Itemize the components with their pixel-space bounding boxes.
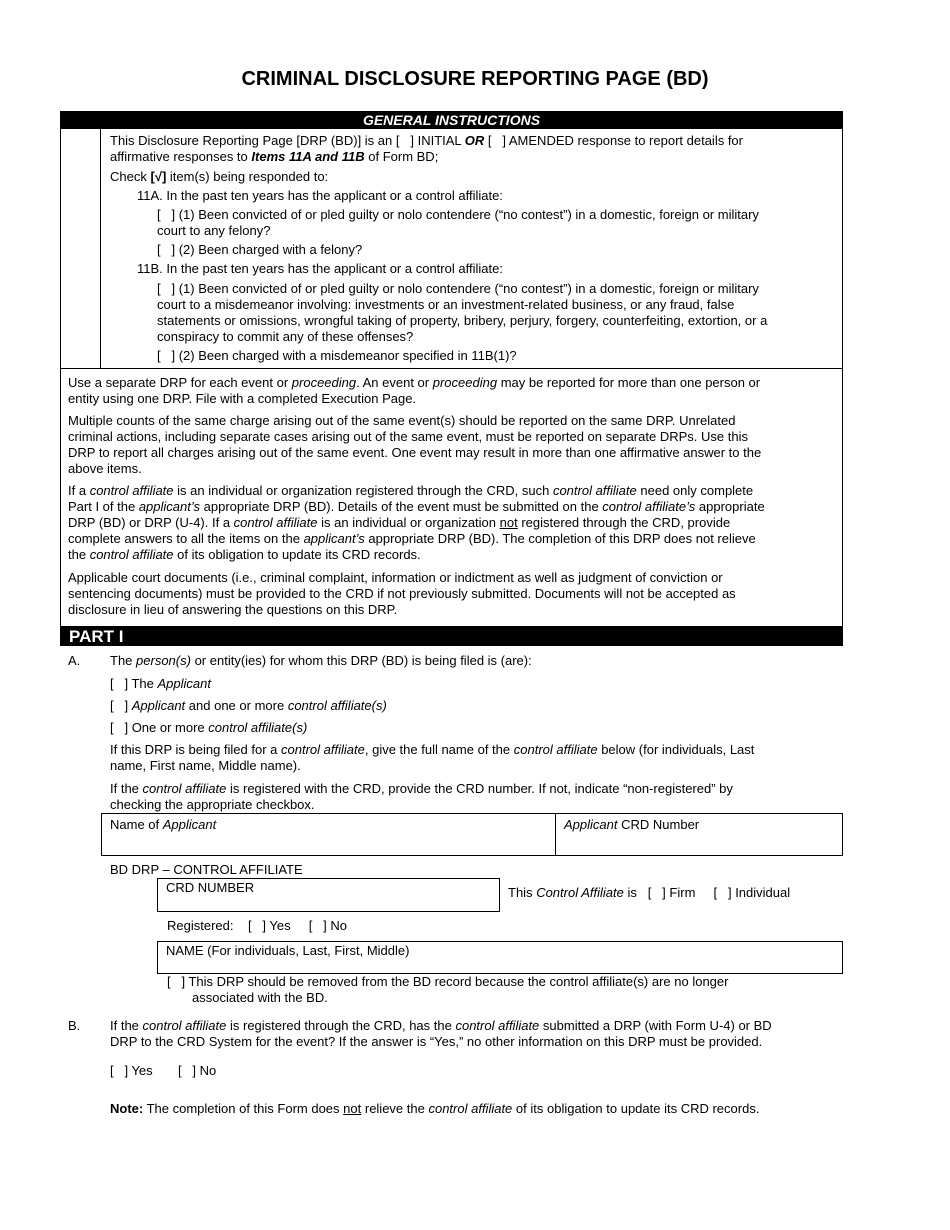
- item-11b-2: [ ] (2) Been charged with a misdemeanor specified in 11B(1)?: [157, 348, 517, 363]
- item-11a-heading: 11A. In the past ten years has the applicant or a control affiliate:: [137, 188, 503, 203]
- instruction-paragraph: Applicable court documents (i.e., criminal complaint, information or indictment as well as judgment of conviction or sentencing documents) must be provided to the CRD if not previously submitted. Documents will not be accepted as disclosure in lieu of answering the questions on this DRP.: [68, 570, 736, 617]
- instruction-paragraph: Multiple counts of the same charge arising out of the same event(s) should be reported on the same DRP. Unrelated criminal actions, including separate cases arising out of the same event, must be reported on separate DRPs. Use this DRP to report all charges arising out of the same event. One event may result in more than one affirmative answer to the above items.: [68, 413, 762, 476]
- check-instruction: Check [√] item(s) being responded to:: [110, 169, 329, 184]
- applicant-checkbox[interactable]: [ ]: [110, 676, 129, 691]
- individual-checkbox[interactable]: [ ]: [699, 885, 732, 900]
- section-a-question: The person(s) or entity(ies) for whom this DRP (BD) is being filed is (are):: [110, 653, 532, 668]
- remove-checkbox[interactable]: [ ]: [167, 974, 186, 989]
- amended-checkbox[interactable]: [ ]: [487, 133, 506, 148]
- item-11a-2: [ ] (2) Been charged with a felony?: [157, 242, 363, 257]
- applicant-name-field[interactable]: Name of Applicant: [101, 813, 556, 856]
- affiliate-name-field[interactable]: NAME (For individuals, Last, First, Middle): [157, 941, 843, 974]
- item-11a-1-checkbox[interactable]: [ ]: [157, 207, 176, 222]
- divider: [100, 129, 101, 368]
- item-11a-2-checkbox[interactable]: [ ]: [157, 242, 176, 257]
- firm-checkbox[interactable]: [ ]: [640, 885, 666, 900]
- item-11b-2-checkbox[interactable]: [ ]: [157, 348, 176, 363]
- crd-number-field[interactable]: CRD NUMBER: [157, 878, 500, 912]
- option-applicant[interactable]: [ ] The Applicant: [110, 676, 211, 691]
- bd-drp-control-affiliate-label: BD DRP – CONTROL AFFILIATE: [110, 862, 303, 877]
- option-applicant-and-affiliates[interactable]: [ ] Applicant and one or more control affiliate(s): [110, 698, 387, 713]
- registered-no-checkbox[interactable]: [ ]: [294, 918, 327, 933]
- section-b-label: B.: [68, 1018, 81, 1033]
- note: Note: The completion of this Form does not relieve the control affiliate of its obligation to update its CRD records.: [110, 1101, 760, 1116]
- divider: [60, 368, 843, 369]
- remove-from-record-option: [ ] This DRP should be removed from the BD record because the control affiliate(s) are no longer associated with the BD.: [167, 974, 729, 1005]
- filed-for-instruction: If this DRP is being filed for a control affiliate, give the full name of the control affiliate below (for individuals, Last name, First name, Middle name).: [110, 742, 755, 773]
- item-11b-1-checkbox[interactable]: [ ]: [157, 281, 176, 296]
- affiliates-checkbox[interactable]: [ ]: [110, 720, 129, 735]
- section-b-question: If the control affiliate is registered through the CRD, has the control affiliate submitted a DRP (with Form U-4) or BD DRP to the CRD System for the event? If the answer is “Yes,” no other information on this DRP must be provided.: [110, 1018, 772, 1049]
- section-b-no-checkbox[interactable]: [ ]: [156, 1063, 197, 1078]
- section-b-yes-checkbox[interactable]: [ ]: [110, 1063, 129, 1078]
- page-title: CRIMINAL DISCLOSURE REPORTING PAGE (BD): [241, 68, 709, 90]
- affiliate-type: This Control Affiliate is [ ] Firm [ ] Individual: [508, 885, 791, 900]
- intro-paragraph: This Disclosure Reporting Page [DRP (BD)] is an [ ] INITIAL OR [ ] AMENDED response to report details for affirmative responses to Items 11A and 11B of Form BD;: [110, 133, 743, 164]
- crd-registration-instruction: If the control affiliate is registered with the CRD, provide the CRD number. If not, indicate “non-registered” by checking the appropriate checkbox.: [110, 781, 733, 812]
- initial-checkbox[interactable]: [ ]: [395, 133, 414, 148]
- registered-row: Registered: [ ] Yes [ ] No: [167, 918, 348, 933]
- item-11a-1: [ ] (1) Been convicted of or pled guilty or nolo contendere (“no contest”) in a domestic, foreign or military court to any felony?: [157, 207, 759, 238]
- instruction-paragraph: Use a separate DRP for each event or proceeding. An event or proceeding may be reported for more than one person or entity using one DRP. File with a completed Execution Page.: [68, 375, 761, 406]
- section-b-answer: [ ] Yes [ ] No: [110, 1063, 217, 1078]
- registered-yes-checkbox[interactable]: [ ]: [237, 918, 267, 933]
- item-11b-heading: 11B. In the past ten years has the applicant or a control affiliate:: [137, 261, 503, 276]
- item-11b-1: [ ] (1) Been convicted of or pled guilty or nolo contendere (“no contest”) in a domestic, foreign or military court to a misdemeanor involving: investments or an investment-related business, or any fraud, false statements or omissions, wrongful taking of property, bribery, perjury, forgery, counterfeiting, extortion, or a conspiracy to commit any of these offenses?: [157, 281, 768, 344]
- applicant-crd-number-field[interactable]: Applicant CRD Number: [555, 813, 843, 856]
- section-a-label: A.: [68, 653, 81, 668]
- option-affiliates[interactable]: [ ] One or more control affiliate(s): [110, 720, 308, 735]
- part-i-header: PART I: [60, 626, 843, 646]
- applicant-and-affiliates-checkbox[interactable]: [ ]: [110, 698, 129, 713]
- instruction-paragraph: If a control affiliate is an individual or organization registered through the CRD, such control affiliate need only complete Part I of the applicant’s appropriate DRP (BD). Details of the event must be submitted on the control affiliate’s appropriate DRP (BD) or DRP (U-4). If a control affiliate is an individual or organization not registered through the CRD, provide complete answers to all the items on the applicant’s appropriate DRP (BD). The completion of this DRP does not relieve the control affiliate of its obligation to update its CRD records.: [68, 483, 765, 562]
- general-instructions-header: GENERAL INSTRUCTIONS: [60, 111, 843, 129]
